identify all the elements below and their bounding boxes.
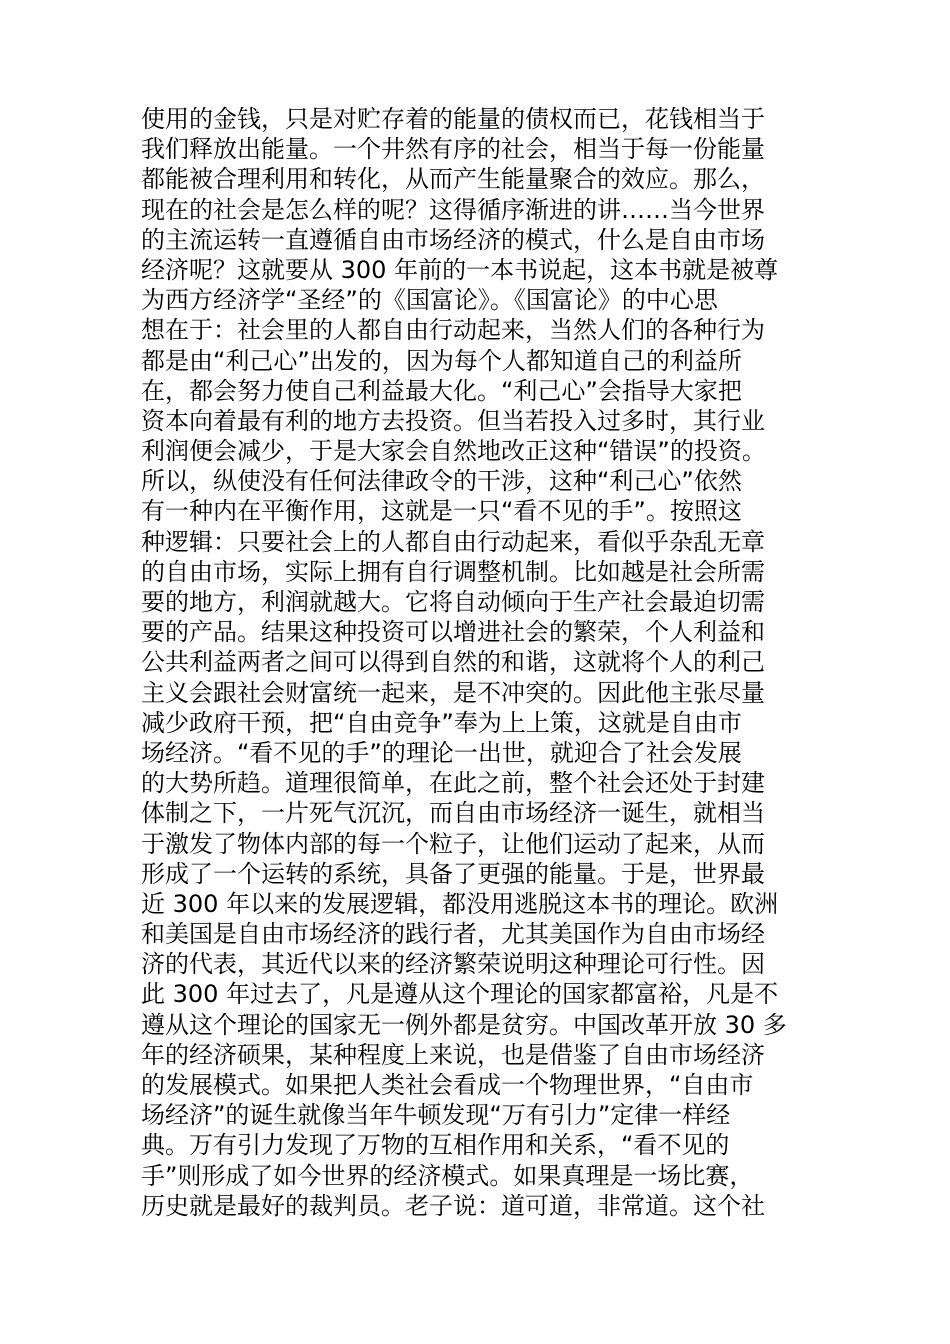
text-line: 遵从这个理论的国家无一例外都是贫穷。中国改革开放 30 多 <box>141 1010 787 1039</box>
text-line: 主义会跟社会财富统一起来，是不冲突的。因此他主张尽量 <box>141 678 765 707</box>
body-text <box>141 104 841 1221</box>
text-line: 所以，纵使没有任何法律政令的干涉，这种“利己心”依然 <box>141 467 742 496</box>
text-line: 都能被合理利用和转化，从而产生能量聚合的效应。那么， <box>141 165 765 194</box>
text-line: 于激发了物体内部的每一个粒子，让他们运动了起来，从而 <box>141 829 765 858</box>
text-line: 体制之下，一片死气沉沉，而自由市场经济一诞生，就相当 <box>141 799 765 828</box>
text-line: 场经济”的诞生就像当年牛顿发现“万有引力”定律一样经 <box>141 1101 731 1130</box>
text-line: 典。万有引力发现了万物的互相作用和关系，“看不见的 <box>141 1131 730 1160</box>
text-line: 的大势所趋。道理很简单，在此之前，整个社会还处于封建 <box>141 769 765 798</box>
text-line: 场经济。“看不见的手”的理论一出世，就迎合了社会发展 <box>141 738 742 767</box>
text-line: 现在的社会是怎么样的呢？这得循序渐进的讲……当今世界 <box>141 195 765 224</box>
text-line: 济的代表，其近代以来的经济繁荣说明这种理论可行性。因 <box>141 950 765 979</box>
text-line: 的主流运转一直遵循自由市场经济的模式，什么是自由市场 <box>141 225 765 254</box>
text-line: 年的经济硕果，某种程度上来说，也是借鉴了自由市场经济 <box>141 1040 765 1069</box>
text-line: 此 300 年过去了，凡是遵从这个理论的国家都富裕，凡是不 <box>141 980 779 1009</box>
text-line: 要的产品。结果这种投资可以增进社会的繁荣，个人利益和 <box>141 618 765 647</box>
text-line: 想在于：社会里的人都自由行动起来，当然人们的各种行为 <box>141 316 765 345</box>
text-line: 我们释放出能量。一个井然有序的社会，相当于每一份能量 <box>141 135 765 164</box>
text-line: 要的地方，利润就越大。它将自动倾向于生产社会最迫切需 <box>141 588 765 616</box>
text-line: 资本向着最有利的地方去投资。但当若投入过多时，其行业 <box>141 406 765 435</box>
text-line: 历史就是最好的裁判员。老子说：道可道，非常道。这个社 <box>141 1191 765 1220</box>
text-line: 利润便会减少，于是大家会自然地改正这种“错误”的投资。 <box>141 437 766 466</box>
text-line: 都是由“利己心”出发的，因为每个人都知道自己的利益所 <box>141 346 742 375</box>
text-line: 种逻辑：只要社会上的人都自由行动起来，看似乎杂乱无章 <box>141 527 765 556</box>
text-line: 和美国是自由市场经济的践行者，尤其美国作为自由市场经 <box>141 920 765 949</box>
text-line: 减少政府干预，把“自由竞争”奉为上上策，这就是自由市 <box>141 708 742 737</box>
text-line: 使用的金钱，只是对贮存着的能量的债权而已，花钱相当于 <box>141 105 765 133</box>
text-line: 公共利益两者之间可以得到自然的和谐，这就将个人的利己 <box>141 648 765 677</box>
text-line: 的发展模式。如果把人类社会看成一个物理世界，“自由市 <box>141 1071 754 1099</box>
text-line: 有一种内在平衡作用，这就是一只“看不见的手”。按照这 <box>141 497 742 526</box>
text-line: 手”则形成了如今世界的经济模式。如果真理是一场比赛， <box>141 1161 754 1190</box>
text-line: 为西方经济学“圣经”的《国富论》。《国富论》的中心思 <box>141 286 718 315</box>
text-line: 经济呢？这就要从 300 年前的一本书说起，这本书就是被尊 <box>141 255 779 284</box>
text-line: 形成了一个运转的系统，具备了更强的能量。于是，世界最 <box>141 859 765 888</box>
text-line: 在，都会努力使自己利益最大化。“利己心”会指导大家把 <box>141 376 742 405</box>
text-line: 的自由市场，实际上拥有自行调整机制。比如越是社会所需 <box>141 557 765 586</box>
text-line: 近 300 年以来的发展逻辑，都没用逃脱这本书的理论。欧洲 <box>141 889 779 918</box>
